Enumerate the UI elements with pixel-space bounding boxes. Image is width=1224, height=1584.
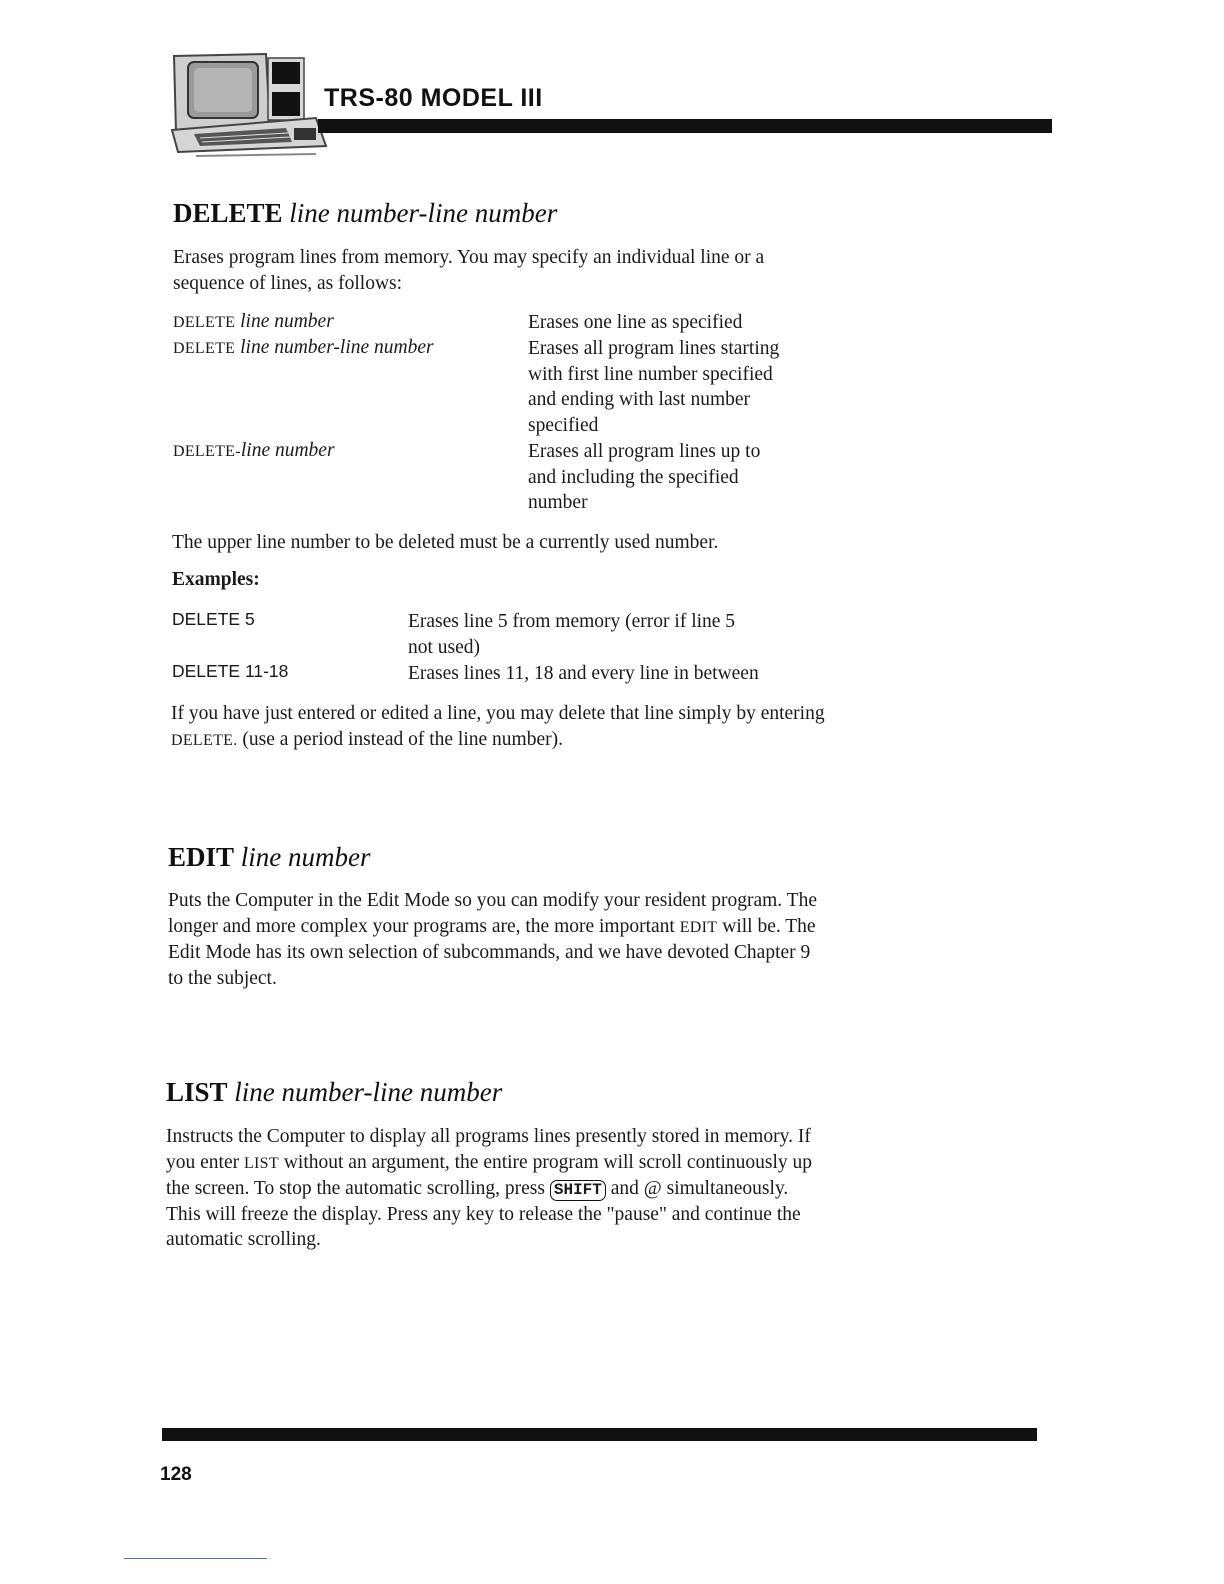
edit-line-part: will be. The: [717, 915, 816, 937]
example-desc-line: Erases lines 11, 18 and every line in between: [408, 663, 759, 684]
form-cmd: DELETE: [173, 340, 236, 357]
delete-note: The upper line number to be deleted must be a currently used number.: [172, 532, 719, 553]
example-desc: [408, 609, 735, 660]
delete-intro-line: Erases program lines from memory. You may specify an individual line or a: [173, 247, 765, 268]
list-line: automatic scrolling.: [166, 1229, 321, 1250]
edit-heading-cmd: EDIT: [168, 842, 235, 872]
form-desc-line: Erases all program lines up to: [528, 441, 761, 462]
edit-line: to the subject.: [168, 967, 277, 989]
form-desc-line: with first line number specified: [528, 363, 773, 385]
edit-body: [168, 888, 817, 991]
closing-line: If you have just entered or edited a line, you may delete that line simply by entering: [171, 703, 825, 724]
header-title: TRS-80 MODEL III: [324, 84, 543, 112]
list-line-part: without an argument, the entire program will scroll continuously up: [278, 1151, 813, 1173]
list-line-part: the screen. To stop the automatic scrolling, press: [166, 1178, 550, 1199]
form-arg: line number-line number: [240, 337, 434, 358]
bottom-rule: [124, 1558, 267, 1559]
delete-heading-cmd: DELETE: [173, 198, 283, 228]
delete-heading: [173, 198, 557, 229]
form-cmd: DELETE: [173, 314, 236, 331]
delete-intro-line: sequence of lines, as follows:: [173, 272, 403, 294]
edit-heading: [168, 842, 371, 873]
list-line: [166, 1176, 812, 1202]
closing-cmd: DELETE.: [171, 731, 238, 749]
form-arg: line number: [240, 440, 335, 461]
edit-line: [168, 914, 817, 941]
list-line-part: and @ simultaneously.: [605, 1178, 789, 1199]
form-desc-line: Erases one line as specified: [528, 312, 743, 333]
form-desc-line: Erases all program lines starting: [528, 338, 780, 359]
page-number: 128: [160, 1464, 192, 1485]
example-desc-line: Erases line 5 from memory (error if line 5: [408, 611, 736, 632]
edit-cmd: EDIT: [679, 918, 718, 936]
delete-form-desc: [528, 439, 760, 516]
list-heading-cmd: LIST: [166, 1077, 228, 1107]
example-code: DELETE 11-18: [172, 661, 289, 681]
example-code: DELETE 5: [172, 609, 255, 629]
edit-heading-arg: line number: [240, 842, 371, 872]
list-line: This will freeze the display. Press any key to release the "pause" and continue the: [166, 1203, 801, 1225]
form-desc-line: specified: [528, 414, 599, 436]
edit-line: Edit Mode has its own selection of subcommands, and we have devoted Chapter 9: [168, 942, 811, 963]
delete-form-syntax: [173, 335, 434, 362]
list-line: Instructs the Computer to display all programs lines presently stored in memory. If: [166, 1126, 811, 1147]
list-heading: [166, 1077, 502, 1108]
list-line: [166, 1150, 812, 1177]
edit-line-part: longer and more complex your programs are, the more important: [168, 915, 680, 937]
form-arg: line number: [240, 311, 334, 332]
footer-bar: [162, 1428, 1037, 1441]
closing-rest: (use a period instead of the line number).: [237, 728, 563, 750]
list-cmd: LIST: [243, 1154, 279, 1172]
examples-label: Examples:: [172, 569, 260, 590]
example-desc-line: not used): [408, 636, 481, 658]
form-desc-line: and including the specified: [528, 466, 739, 488]
example-desc: [408, 661, 759, 687]
delete-form-syntax: [173, 309, 334, 336]
delete-intro: [173, 245, 764, 296]
delete-form-desc: [528, 336, 779, 438]
list-line-part: you enter: [166, 1151, 244, 1173]
shift-key: SHIFT: [550, 1180, 606, 1201]
form-desc-line: and ending with last number: [528, 389, 751, 410]
delete-form-syntax: [173, 438, 335, 465]
delete-heading-arg: line number-line number: [289, 198, 558, 228]
edit-line: Puts the Computer in the Edit Mode so you can modify your resident program. The: [168, 890, 817, 911]
delete-closing: [171, 701, 825, 753]
form-desc-line: number: [528, 492, 588, 513]
delete-form-desc: [528, 310, 742, 336]
header-bar: [318, 119, 1052, 133]
list-body: [166, 1124, 812, 1253]
closing-line: [171, 727, 825, 754]
form-cmd: DELETE-: [173, 443, 241, 460]
list-heading-arg: line number-line number: [234, 1077, 503, 1107]
trs80-computer-illustration: [166, 48, 336, 160]
